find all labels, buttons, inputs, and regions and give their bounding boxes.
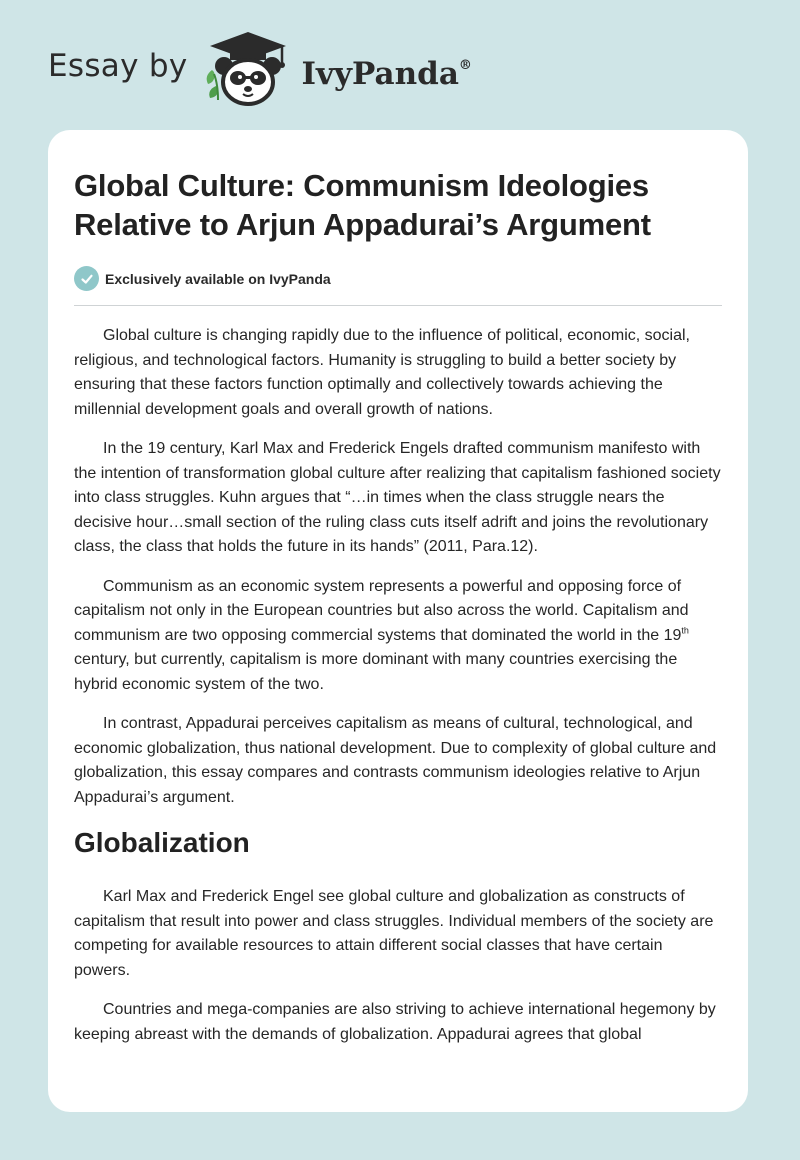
essay-title: Global Culture: Communism Ideologies Relative to Arjun Appadurai’s Argument — [74, 168, 651, 242]
divider — [74, 305, 722, 306]
ivypanda-logo-icon[interactable] — [202, 30, 294, 110]
exclusive-badge — [74, 266, 722, 291]
essay-card — [48, 130, 748, 1112]
exclusive-label: Exclusively available on IvyPanda — [105, 270, 331, 287]
paragraph-1: Global culture is changing rapidly due to the influence of political, economic, social, religious, and technological factors. Humanity is struggling to build a better society by ensuring that these factors function optimally and collectively towards achieving the millennial development goals and overall growth of nations. — [74, 327, 690, 418]
paragraph-3: Communism as an economic system represents a powerful and opposing force of capitalism not only in the European countries but also across the world. Capitalism and communism are two opposing commercial systems that dominated the world in the 19th century, but currently, capitalism is more dominant with many countries exercising the hybrid economic system of the two. — [74, 577, 689, 693]
site-header — [48, 30, 472, 110]
essay-by-label: Essay by — [48, 48, 188, 84]
paragraph-5: Karl Max and Frederick Engel see global culture and globalization as constructs of capitalism that result into power and class struggles. Individual members of the society are competing for available resources to attain different social classes that have certain powers. — [74, 888, 714, 979]
check-icon — [74, 266, 99, 291]
paragraph-2: In the 19 century, Karl Max and Frederick Engels drafted communism manifesto with the intention of transformation global culture after realizing that capitalism fashioned society into class struggles. Kuhn argues that “…in times when the class struggle nears the decisive hour…small section of the ruling class cuts itself adrift and joins the revolutionary class, the class that holds the future in its hands” (2011, Para.12). — [74, 440, 721, 555]
paragraph-4: In contrast, Appadurai perceives capitalism as means of cultural, technological, and economic globalization, thus national development. Due to complexity of global culture and globalization, this essay compares and contrasts communism ideologies relative to Arjun Appadurai’s argument. — [74, 715, 717, 806]
brand-name[interactable]: IvyPanda® — [301, 56, 472, 92]
paragraph-6: Countries and mega-companies are also striving to achieve international hegemony by keeping abreast with the demands of globalization. Appadurai agrees that global — [74, 1001, 716, 1043]
section-heading-globalization: Globalization — [74, 827, 250, 858]
